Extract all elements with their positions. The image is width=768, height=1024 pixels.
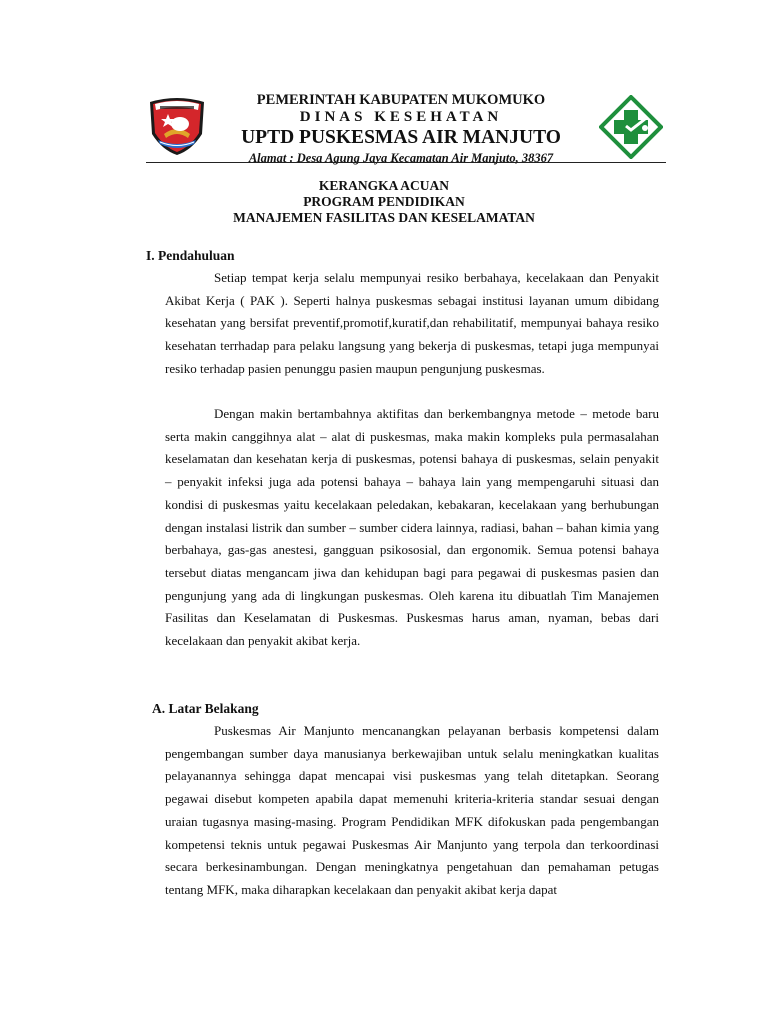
- institution-name: UPTD PUSKESMAS AIR MANJUTO: [241, 127, 561, 148]
- agency-name: DINAS KESEHATAN: [299, 109, 503, 125]
- section-heading-introduction: I. Pendahuluan: [146, 248, 235, 263]
- address-line: Alamat : Desa Agung Jaya Kecamatan Air Manjuto, 38367: [248, 151, 554, 165]
- regency-emblem-icon: [146, 94, 208, 156]
- introduction-paragraph-1: Setiap tempat kerja selalu mempunyai resiko berbahaya, kecelakaan dan Penyakit Akibat Kerja ( PAK ). Seperti halnya puskesmas sebagai institusi layanan umum dibidang kesehatan yang bersifat preventif,promotif,kuratif,dan rehabilitatif, mempunyai bahaya resiko kesehatan terrhadap para pelaku langsung yang bekerja di puskesmas, tetapi juga mempunyai resiko terhadap pasien penunggu pasien maupun pengunjung puskesmas.: [165, 270, 659, 376]
- title-line-2: PROGRAM PENDIDIKAN: [303, 194, 465, 209]
- letterhead-divider: [146, 162, 666, 163]
- letterhead: [0, 0, 768, 170]
- government-name: PEMERINTAH KABUPATEN MUKOMUKO: [256, 92, 546, 108]
- background-paragraph-1: Puskesmas Air Manjunto mencanangkan pelayanan berbasis kompetensi dalam pengembangan sumber daya manusianya berkewajiban untuk selalu meningkatkan kualitas pelayanannya sehingga dapat mencapai visi puskesmas yang telah ditetapkan. Seorang pegawai disebut kompeten apabila dapat memenuhi kriteria-kriteria standar sesuai dengan uraian tugasnya masing-masing. Program Pendidikan MFK difokuskan pada pengembangan kompetensi teknis untuk pegawai Puskesmas Air Manjunto yang terpola dan terkoordinasi secara berkesinambungan. Dengan meningkatnya pengetahuan dan pemahaman petugas tentang MFK, maka diharapkan kecelakaan dan penyakit akibat kerja dapat: [165, 723, 659, 897]
- letterhead-text: [210, 92, 592, 166]
- document-title: [0, 178, 768, 226]
- title-line-1: KERANGKA ACUAN: [318, 178, 450, 193]
- title-line-3: MANAJEMEN FASILITAS DAN KESELAMATAN: [233, 210, 535, 225]
- introduction-paragraph-2: Dengan makin bertambahnya aktifitas dan berkembangnya metode – metode baru serta makin canggihnya alat – alat di puskesmas, maka makin kompleks pula permasalahan keselamatan dan kesehatan kerja di puskesmas, potensi bahaya di puskesmas, selain penyakit – penyakit infeksi juga ada potensi bahaya – bahaya lain yang mempengaruhi situasi dan kondisi di puskesmas yaitu kecelakaan peledakan, kebakaran, kecelakaan yang berhubungan dengan instalasi listrik dan sumber – sumber cidera lainnya, radiasi, bahan – bahan kimia yang berbahaya, gas-gas anestesi, gangguan psikososial, dan ergonomik. Semua potensi bahaya tersebut diatas mengancam jiwa dan kehidupan bagi para pegawai di puskesmas pasien dan pengunjung yang ada di lingkungan puskesmas. Oleh karena itu dibuatlah Tim Manajemen Fasilitas dan Keselamatan di Puskesmas. Puskesmas harus aman, nyaman, bebas dari kecelakaan dan penyakit akibat kerja.: [165, 406, 659, 649]
- puskesmas-logo-icon: [599, 95, 663, 159]
- section-heading-background: A. Latar Belakang: [152, 701, 259, 716]
